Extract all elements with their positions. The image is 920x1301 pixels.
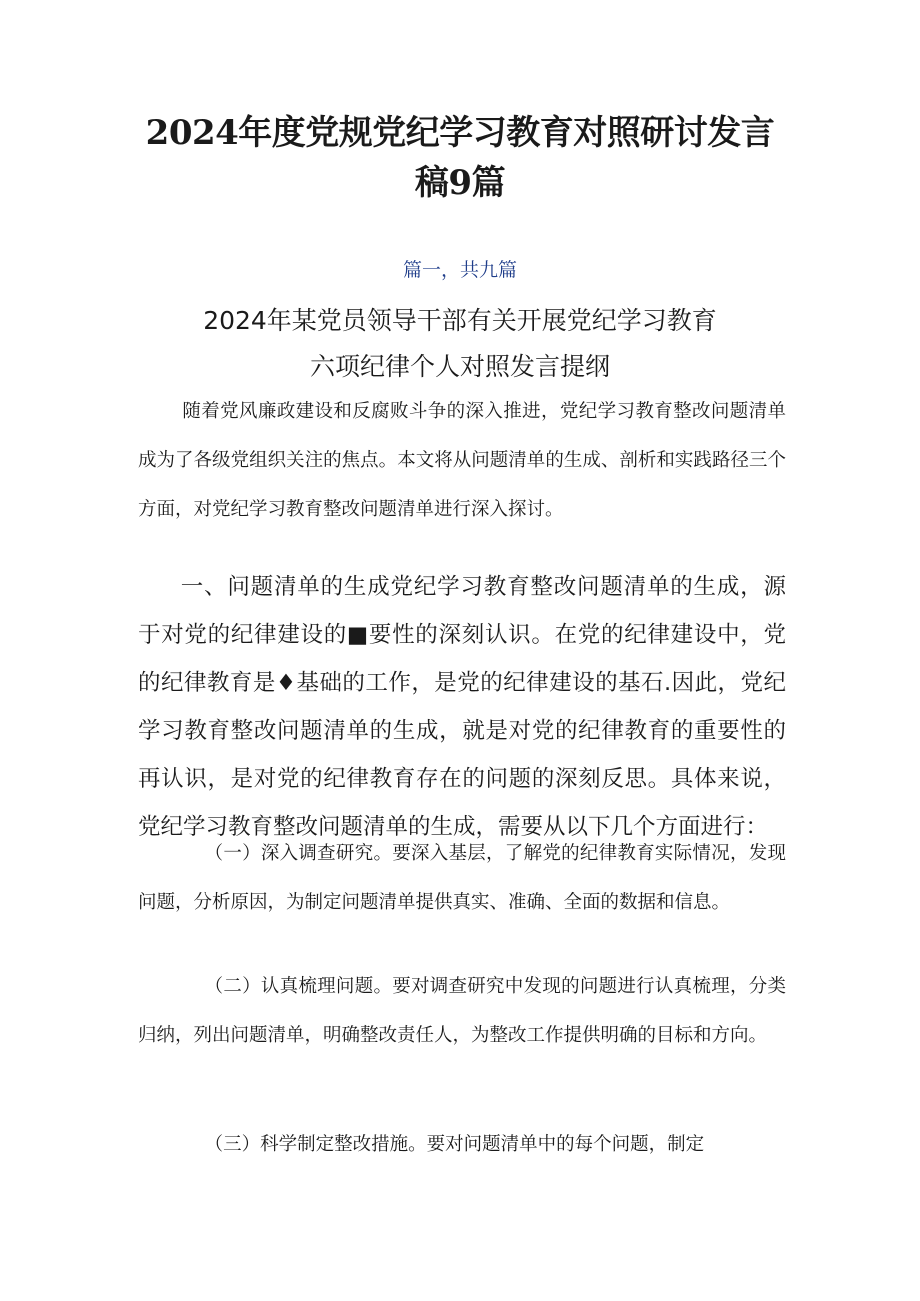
document-title: 2024年度党规党纪学习教育对照研讨发言 稿9篇 [145,113,775,203]
series-label: 篇一，共九篇 [402,259,517,281]
article-subtitle: 2024年某党员领导干部有关开展党纪学习教育 六项纪律个人对照发言提纲 [203,306,717,381]
list-item-3: （三）科学制定整改措施。要对问题清单中的每个问题，制定 [204,1134,705,1155]
list-item-2: （二）认真梳理问题。要对调查研究中发现的问题进行认真梳理，分类归纳，列出问题清单，明确整改责任人，为整改工作提供明确的目标和方向。 [138,976,786,1046]
list-item-1: （一）深入调查研究。要深入基层，了解党的纪律教育实际情况，发现问题，分析原因，为制定问题清单提供真实、准确、全面的数据和信息。 [138,843,786,913]
section-one-paragraph: 一、问题清单的生成党纪学习教育整改问题清单的生成，源于对党的纪律建设的■要性的深刻认识。在党的纪律建设中，党的纪律教育是♦基础的工作，是党的纪律建设的基石.因此，党纪学习教育整改问题清单的生成，就是对党的纪律教育的重要性的再认识，是对党的纪律教育存在的问题的深刻反思。具体来说，党纪学习教育整改问题清单的生成，需要从以下几个方面进行： [138,574,786,840]
intro-paragraph: 随着党风廉政建设和反腐败斗争的深入推进，党纪学习教育整改问题清单成为了各级党组织关注的焦点。本文将从问题清单的生成、剖析和实践路径三个方面，对党纪学习教育整改问题清单进行深入探讨。 [138,401,786,520]
